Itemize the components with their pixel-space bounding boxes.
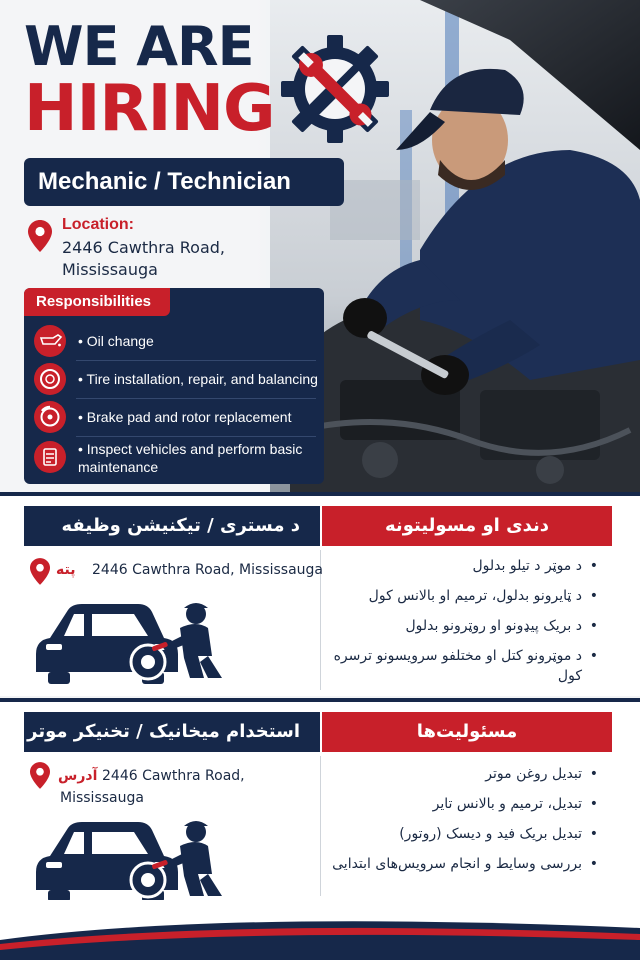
responsibility-item (24, 398, 324, 436)
pashto-section (0, 496, 640, 696)
location-label: Location: (62, 216, 134, 233)
responsibility-text: • Tire installation, repair, and balancing (78, 371, 318, 387)
list-item: • د بریک پیډونو او روټرونو بدلول (330, 616, 600, 636)
responsibilities-card (24, 288, 324, 484)
dari-address-label: آدرس (58, 768, 98, 784)
dari-responsibilities-heading: مسئولیت‌ها (322, 712, 612, 752)
pashto-responsibility-list (330, 556, 600, 686)
list-item: • د موټرونو کتل او مختلفو سرویسونو ترسره کول (330, 646, 600, 686)
job-role-badge: Mechanic / Technician (24, 158, 344, 206)
list-item: • د موټر د تیلو بدلول (330, 556, 600, 576)
list-item: • بررسی وسایط و انجام سرویس‌های ابتدایی (330, 854, 600, 874)
responsibilities-heading: Responsibilities (24, 288, 170, 316)
pashto-responsibilities-heading: دندی او مسولیتونه (322, 506, 612, 546)
location-pin-icon (30, 558, 50, 585)
list-item: • د ټایرونو بدلول، ترمیم او بالانس کول (330, 586, 600, 606)
responsibility-text: • Oil change (78, 333, 154, 349)
dari-section (0, 702, 640, 900)
brake-disc-icon (34, 401, 66, 433)
responsibility-text: • Inspect vehicles and perform basic maintenance (78, 441, 303, 475)
responsibility-item (24, 438, 324, 476)
location-pin-icon (28, 220, 52, 252)
hiring-title-line2: HIRING (24, 72, 275, 146)
list-item: • تبدیل روغن موتر (330, 764, 600, 784)
responsibility-item (24, 360, 324, 398)
clipboard-checklist-icon (34, 441, 66, 473)
car-mechanic-illustration (30, 810, 230, 910)
dari-address-line2: Mississauga (60, 790, 144, 806)
gear-wrench-icon (280, 34, 390, 144)
location-address-line1: 2446 Cawthra Road, (62, 238, 225, 257)
list-item: • تبدیل بریک فید و دیسک (روتور) (330, 824, 600, 844)
responsibility-text: • Brake pad and rotor replacement (78, 409, 292, 425)
dari-address-line1: 2446 Cawthra Road, (102, 768, 245, 784)
responsibility-item (24, 322, 324, 360)
pashto-address: 2446 Cawthra Road, Mississauga (92, 562, 324, 578)
dari-job-title: استخدام میخانیک / تخنیکر موتر (24, 712, 320, 752)
hiring-title-line1: WE ARE (24, 15, 254, 78)
pashto-address-label: پته (56, 562, 76, 578)
oil-can-icon (34, 325, 66, 357)
location-pin-icon (30, 762, 50, 789)
footer-wave-decoration (0, 900, 640, 960)
car-mechanic-illustration (30, 592, 230, 692)
tire-icon (34, 363, 66, 395)
dari-responsibility-list (330, 764, 600, 874)
list-item: • تبدیل، ترمیم و بالانس تایر (330, 794, 600, 814)
pashto-job-title: د مستری / تیکنیشن وظیفه (24, 506, 320, 546)
location-address-line2: Mississauga (62, 260, 158, 279)
